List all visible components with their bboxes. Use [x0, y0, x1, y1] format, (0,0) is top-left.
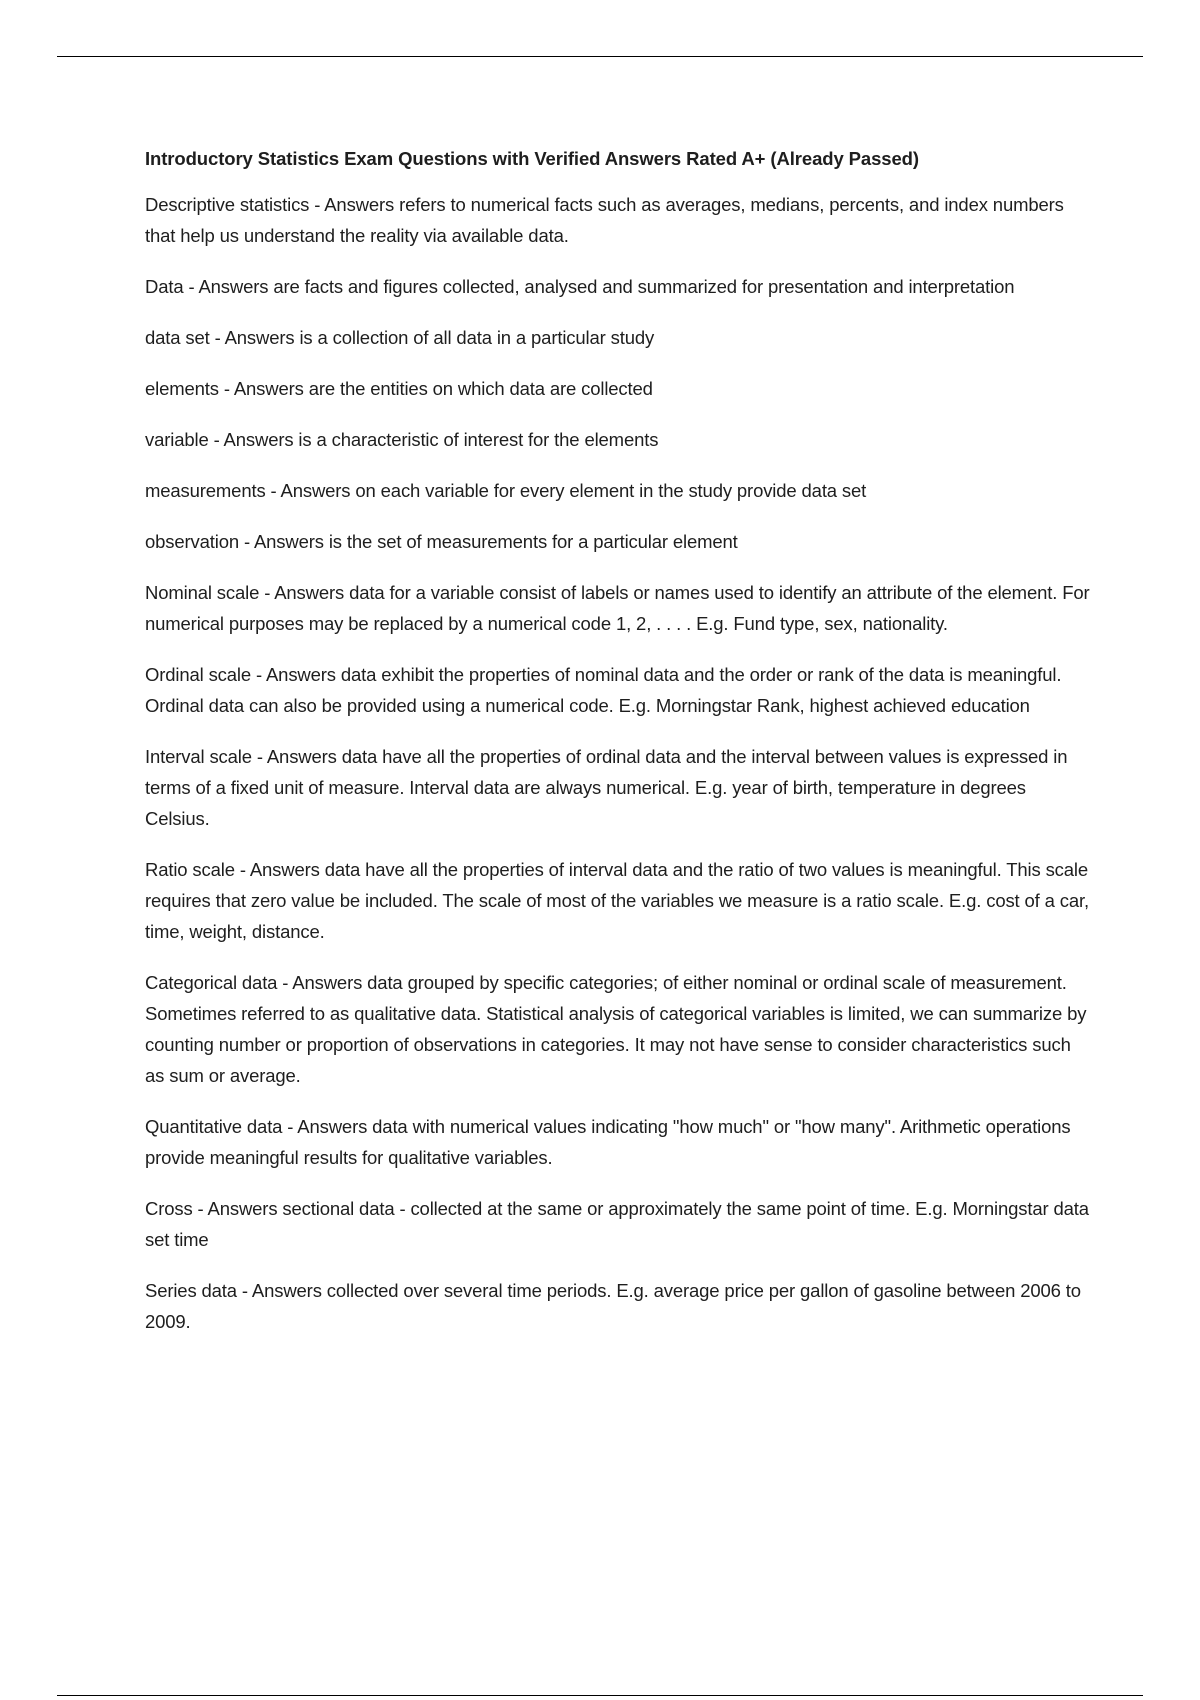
definition-entry: Ordinal scale - Answers data exhibit the properties of nominal data and the order or rank of the data is meaningful. Ordinal data can also be provided using a numerical code. E.g. Morningstar Rank, highest achieved education [145, 664, 1062, 716]
footer-rule [57, 1695, 1143, 1696]
definition-entry: elements - Answers are the entities on which data are collected [145, 378, 653, 399]
definition-entry: observation - Answers is the set of measurements for a particular element [145, 531, 738, 552]
definition-entry: Descriptive statistics - Answers refers to numerical facts such as averages, medians, percents, and index numbers that help us understand the reality via available data. [145, 194, 1064, 246]
definition-entry: Series data - Answers collected over several time periods. E.g. average price per gallon of gasoline between 2006 to 2009. [145, 1280, 1081, 1332]
definition-entry: Data - Answers are facts and figures collected, analysed and summarized for presentation and interpretation [145, 276, 1015, 297]
document-body [145, 144, 1090, 1357]
definition-entry: data set - Answers is a collection of all data in a particular study [145, 327, 655, 348]
definition-entry: Categorical data - Answers data grouped by specific categories; of either nominal or ordinal scale of measurement. Sometimes referred to as qualitative data. Statistical analysis of categorical variables is limited, we can summarize by counting number or proportion of observations in categories. It may not have sense to consider characteristics such as sum or average. [145, 972, 1087, 1086]
definition-entry: measurements - Answers on each variable for every element in the study provide data set [145, 480, 867, 501]
document-title: Introductory Statistics Exam Questions with Verified Answers Rated A+ (Already Passed) [145, 148, 919, 169]
definition-entry: Ratio scale - Answers data have all the properties of interval data and the ratio of two values is meaningful. This scale requires that zero value be included. The scale of most of the variables we measure is a ratio scale. E.g. cost of a car, time, weight, distance. [145, 859, 1090, 942]
definition-entry: variable - Answers is a characteristic of interest for the elements [145, 429, 659, 450]
definition-list [145, 189, 1090, 1337]
definition-entry: Nominal scale - Answers data for a variable consist of labels or names used to identify an attribute of the element. For numerical purposes may be replaced by a numerical code 1, 2, . . . . E.g. Fund type, sex, nationality. [145, 582, 1090, 634]
definition-entry: Cross - Answers sectional data - collected at the same or approximately the same point of time. E.g. Morningstar data set time [145, 1198, 1089, 1250]
definition-entry: Interval scale - Answers data have all the properties of ordinal data and the interval between values is expressed in terms of a fixed unit of measure. Interval data are always numerical. E.g. year of birth, temperature in degrees Celsius. [145, 746, 1068, 829]
definition-entry: Quantitative data - Answers data with numerical values indicating "how much" or "how many". Arithmetic operations provide meaningful results for qualitative variables. [145, 1116, 1071, 1168]
header-rule [57, 56, 1143, 57]
